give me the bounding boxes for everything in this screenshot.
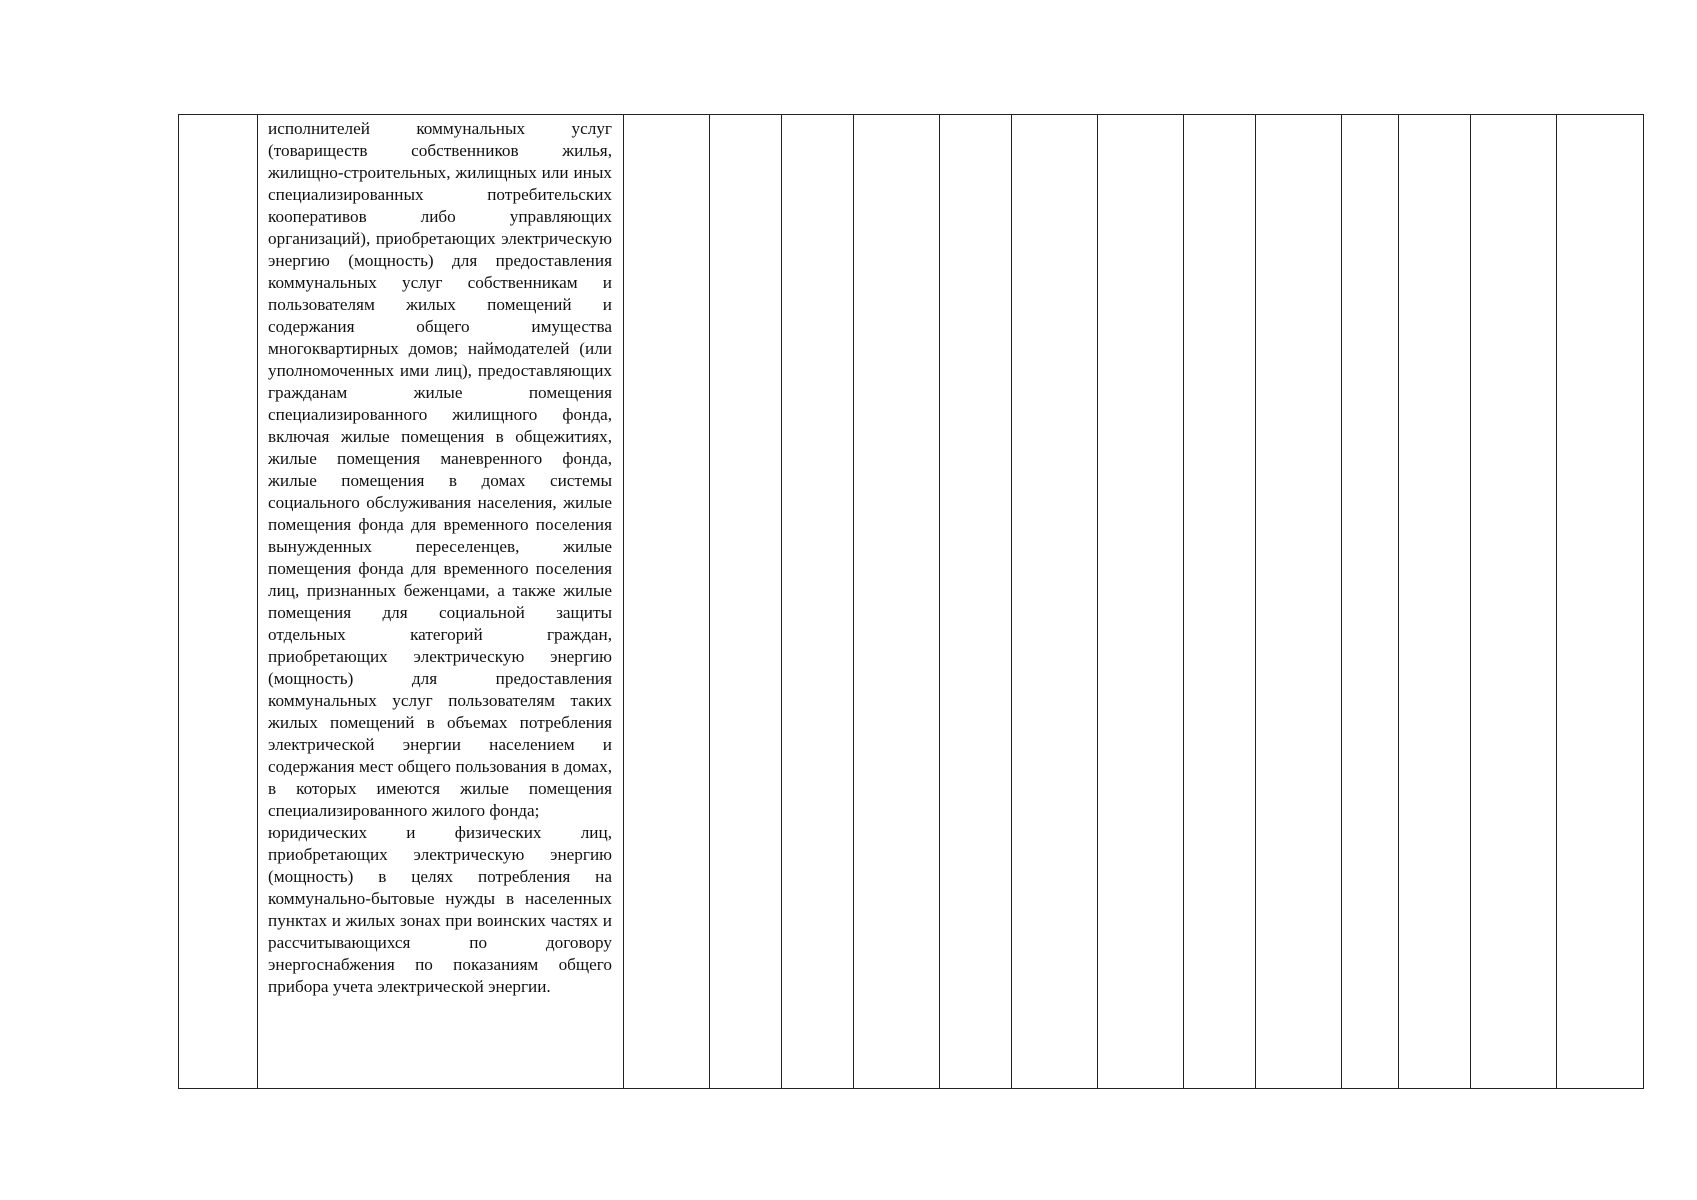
value-cell (624, 115, 710, 1089)
description-cell (258, 115, 624, 1089)
value-cell (1256, 115, 1342, 1089)
value-cell (1342, 115, 1399, 1089)
paragraph-1: исполнителей коммунальных услуг (товариществ собственников жилья, жилищно-строительных, жилищных или иных специализированных потребительских кооперативов либо управляющих организаций), приобретающих электрическую энергию (мощность) для предоставления коммунальных услуг собственникам и пользователям жилых помещений и содержания общего имущества многоквартирных домов; наймодателей (или уполномоченных ими лиц), предоставляющих гражданам жилые помещения специализированного жилищного фонда, включая жилые помещения в общежитиях, жилые помещения маневренного фонда, жилые помещения в домах системы социального обслуживания населения, жилые помещения фонда для временного поселения вынужденных переселенцев, жилые помещения фонда для временного поселения лиц, признанных беженцами, а также жилые помещения для социальной защиты отдельных категорий граждан, приобретающих электрическую энергию (мощность) для предоставления коммунальных услуг пользователям таких жилых помещений в объемах потребления электрической энергии населением и содержания мест общего пользования в домах, в которых имеются жилые помещения специализированного жилого фонда; (268, 119, 612, 820)
value-cell (940, 115, 1012, 1089)
value-cell (1471, 115, 1557, 1089)
value-cell (710, 115, 782, 1089)
value-cell (1557, 115, 1644, 1089)
value-cell (1098, 115, 1184, 1089)
paragraph-2: юридических и физических лиц, приобретающих электрическую энергию (мощность) в целях потребления на коммунально-бытовые нужды в населенных пунктах и жилых зонах при воинских частях и рассчитывающихся по договору энергоснабжения по показаниям общего прибора учета электрической энергии. (268, 823, 612, 996)
description-text (268, 118, 612, 998)
table-row (179, 115, 1644, 1089)
value-cell (1184, 115, 1256, 1089)
value-cell (782, 115, 854, 1089)
value-cell (1399, 115, 1471, 1089)
value-cell (854, 115, 940, 1089)
value-cell (1012, 115, 1098, 1089)
number-cell (179, 115, 258, 1089)
document-table (178, 114, 1644, 1089)
